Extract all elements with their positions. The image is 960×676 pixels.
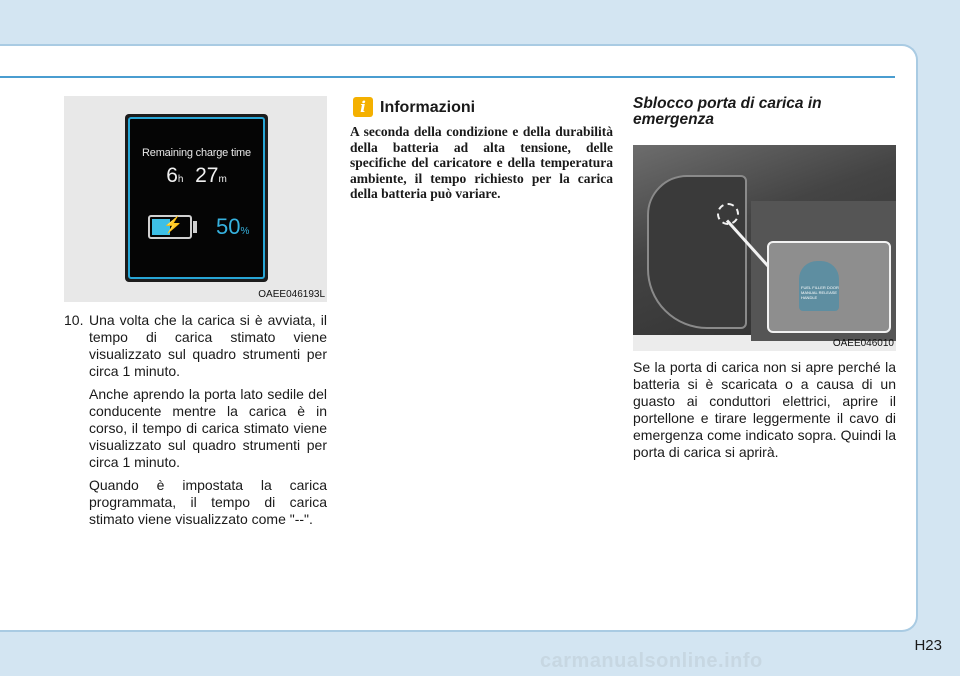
minutes-unit: m — [218, 174, 227, 185]
percent-unit: % — [240, 226, 250, 237]
release-tag — [799, 261, 839, 311]
remaining-charge-time — [130, 164, 263, 188]
cluster-screen — [128, 117, 265, 279]
column-middle — [350, 96, 613, 202]
header-rule — [0, 76, 895, 78]
lightning-bolt-icon: ⚡ — [163, 217, 183, 234]
hours-unit: h — [177, 174, 184, 185]
info-text: A seconda della condizione e della durabilità della batteria ad alta tensione, delle specifiche del caricatore e della temperatura ambiente, il tempo richiesto per la carica della batteria può variare. — [350, 124, 613, 201]
list-item-text: Una volta che la carica si è avviata, il tempo di carica stimato viene visualizzato sul quadro strumenti per circa 1 minuto. — [89, 312, 327, 379]
percent-value: 50 — [216, 214, 241, 239]
figure-charge-time-display — [64, 96, 327, 302]
info-header — [350, 96, 613, 120]
section-text: Se la porta di carica non si apre perché la batteria si è scaricata o a causa di un guasto ai conduttori elettrici, aprire il portellone e tirare leggermente il cavo di emergenza come indicato sopra. Quindi la porta di carica si aprirà. — [633, 359, 896, 460]
paragraph-driver-door: Anche aprendo la porta lato sedile del conducente mentre la carica è in corso, il tempo di carica stimato viene visualizzato sul quadro strumenti per circa 1 minuto. — [89, 386, 327, 470]
list-item-10 — [64, 312, 327, 380]
minutes-value: 27 — [195, 164, 219, 187]
trunk-photo — [633, 145, 896, 335]
info-icon: i — [353, 97, 373, 117]
column-left — [64, 96, 327, 528]
page-number: H23 — [914, 637, 942, 654]
instrument-cluster — [125, 114, 268, 282]
battery-percent — [216, 214, 249, 240]
figure-emergency-release — [633, 145, 896, 351]
watermark: carmanualsonline.info — [540, 650, 763, 672]
info-title: Informazioni — [380, 99, 476, 116]
remaining-charge-label: Remaining charge time — [142, 147, 251, 159]
battery-terminal — [193, 221, 197, 233]
paragraph-scheduled-charge: Quando è impostata la carica programmata, il tempo di carica stimato viene visualizzato come "--". — [89, 477, 327, 527]
column-right — [633, 96, 896, 461]
list-number: 10. — [64, 312, 84, 328]
figure-code: OAEE046010 — [832, 338, 894, 349]
figure-code: OAEE046193L — [258, 289, 325, 300]
release-tag-text: FUEL FILLER DOOR MANUAL RELEASE HANDLE — [801, 285, 839, 300]
section-title: Sblocco porta di carica in emergenza — [633, 95, 822, 128]
trunk-side-panel — [647, 175, 747, 329]
release-handle-inset — [767, 241, 891, 333]
hours-value: 6 — [166, 164, 178, 187]
